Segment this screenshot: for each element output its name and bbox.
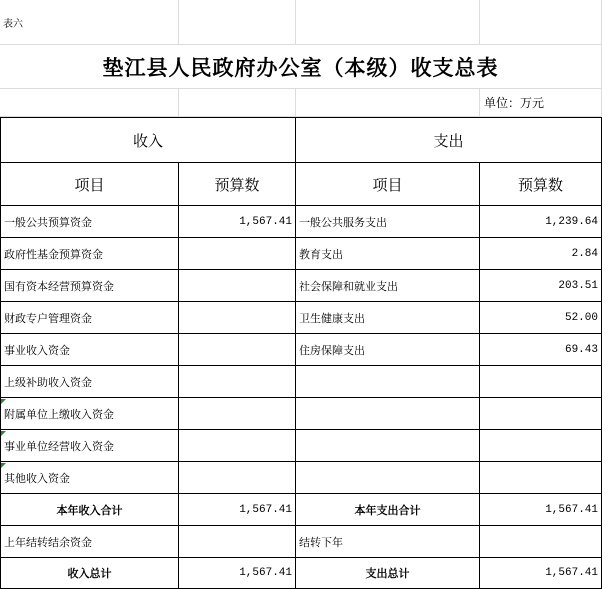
income-year-total-label: 本年收入合计 — [0, 494, 179, 526]
income-item: 政府性基金预算资金 — [0, 238, 179, 270]
income-item: 附属单位上缴收入资金 — [0, 398, 179, 430]
expense-grand-total-amount: 1,567.41 — [480, 558, 602, 589]
expense-amount — [480, 398, 602, 430]
income-carryover-amount — [179, 526, 296, 558]
income-grand-total-amount: 1,567.41 — [179, 558, 296, 589]
expense-carryover-label: 结转下年 — [296, 526, 480, 558]
expense-amount: 1,239.64 — [480, 206, 602, 238]
income-amount — [179, 238, 296, 270]
income-amount: 1,567.41 — [179, 206, 296, 238]
income-item: 事业单位经营收入资金 — [0, 430, 179, 462]
income-item: 上级补助收入资金 — [0, 366, 179, 398]
empty-cell — [179, 89, 296, 117]
expense-item: 社会保障和就业支出 — [296, 270, 480, 302]
empty-cell — [480, 0, 602, 45]
income-item: 事业收入资金 — [0, 334, 179, 366]
cell-indicator-icon — [1, 431, 6, 436]
income-budget-header: 预算数 — [179, 163, 296, 206]
expense-item: 卫生健康支出 — [296, 302, 480, 334]
income-section-header: 收入 — [0, 117, 296, 163]
page-title: 垫江县人民政府办公室（本级）收支总表 — [0, 45, 602, 89]
expense-item: 一般公共服务支出 — [296, 206, 480, 238]
expense-item — [296, 462, 480, 494]
income-grand-total-label: 收入总计 — [0, 558, 179, 589]
expense-section-header: 支出 — [296, 117, 602, 163]
expense-year-total-amount: 1,567.41 — [480, 494, 602, 526]
income-amount — [179, 366, 296, 398]
empty-cell — [179, 0, 296, 45]
expense-item — [296, 398, 480, 430]
income-item: 其他收入资金 — [0, 462, 179, 494]
cell-indicator-icon — [1, 463, 6, 468]
table-number: 表六 — [0, 0, 179, 45]
income-amount — [179, 462, 296, 494]
income-amount — [179, 398, 296, 430]
income-amount — [179, 334, 296, 366]
expense-amount: 52.00 — [480, 302, 602, 334]
unit-label: 单位：万元 — [480, 89, 602, 117]
cell-indicator-icon — [1, 399, 6, 404]
expense-amount: 2.84 — [480, 238, 602, 270]
expense-item: 教育支出 — [296, 238, 480, 270]
income-item: 国有资本经营预算资金 — [0, 270, 179, 302]
income-year-total-amount: 1,567.41 — [179, 494, 296, 526]
expense-item: 住房保障支出 — [296, 334, 480, 366]
expense-item-header: 项目 — [296, 163, 480, 206]
expense-budget-header: 预算数 — [480, 163, 602, 206]
income-carryover-label: 上年结转结余资金 — [0, 526, 179, 558]
expense-grand-total-label: 支出总计 — [296, 558, 480, 589]
expense-amount: 69.43 — [480, 334, 602, 366]
income-amount — [179, 430, 296, 462]
income-item: 财政专户管理资金 — [0, 302, 179, 334]
expense-item — [296, 430, 480, 462]
empty-cell — [296, 89, 480, 117]
expense-amount: 203.51 — [480, 270, 602, 302]
empty-cell — [0, 89, 179, 117]
income-item-header: 项目 — [0, 163, 179, 206]
income-amount — [179, 270, 296, 302]
income-item: 一般公共预算资金 — [0, 206, 179, 238]
expense-amount — [480, 462, 602, 494]
expense-item — [296, 366, 480, 398]
income-amount — [179, 302, 296, 334]
expense-year-total-label: 本年支出合计 — [296, 494, 480, 526]
expense-carryover-amount — [480, 526, 602, 558]
empty-cell — [296, 0, 480, 45]
expense-amount — [480, 366, 602, 398]
expense-amount — [480, 430, 602, 462]
